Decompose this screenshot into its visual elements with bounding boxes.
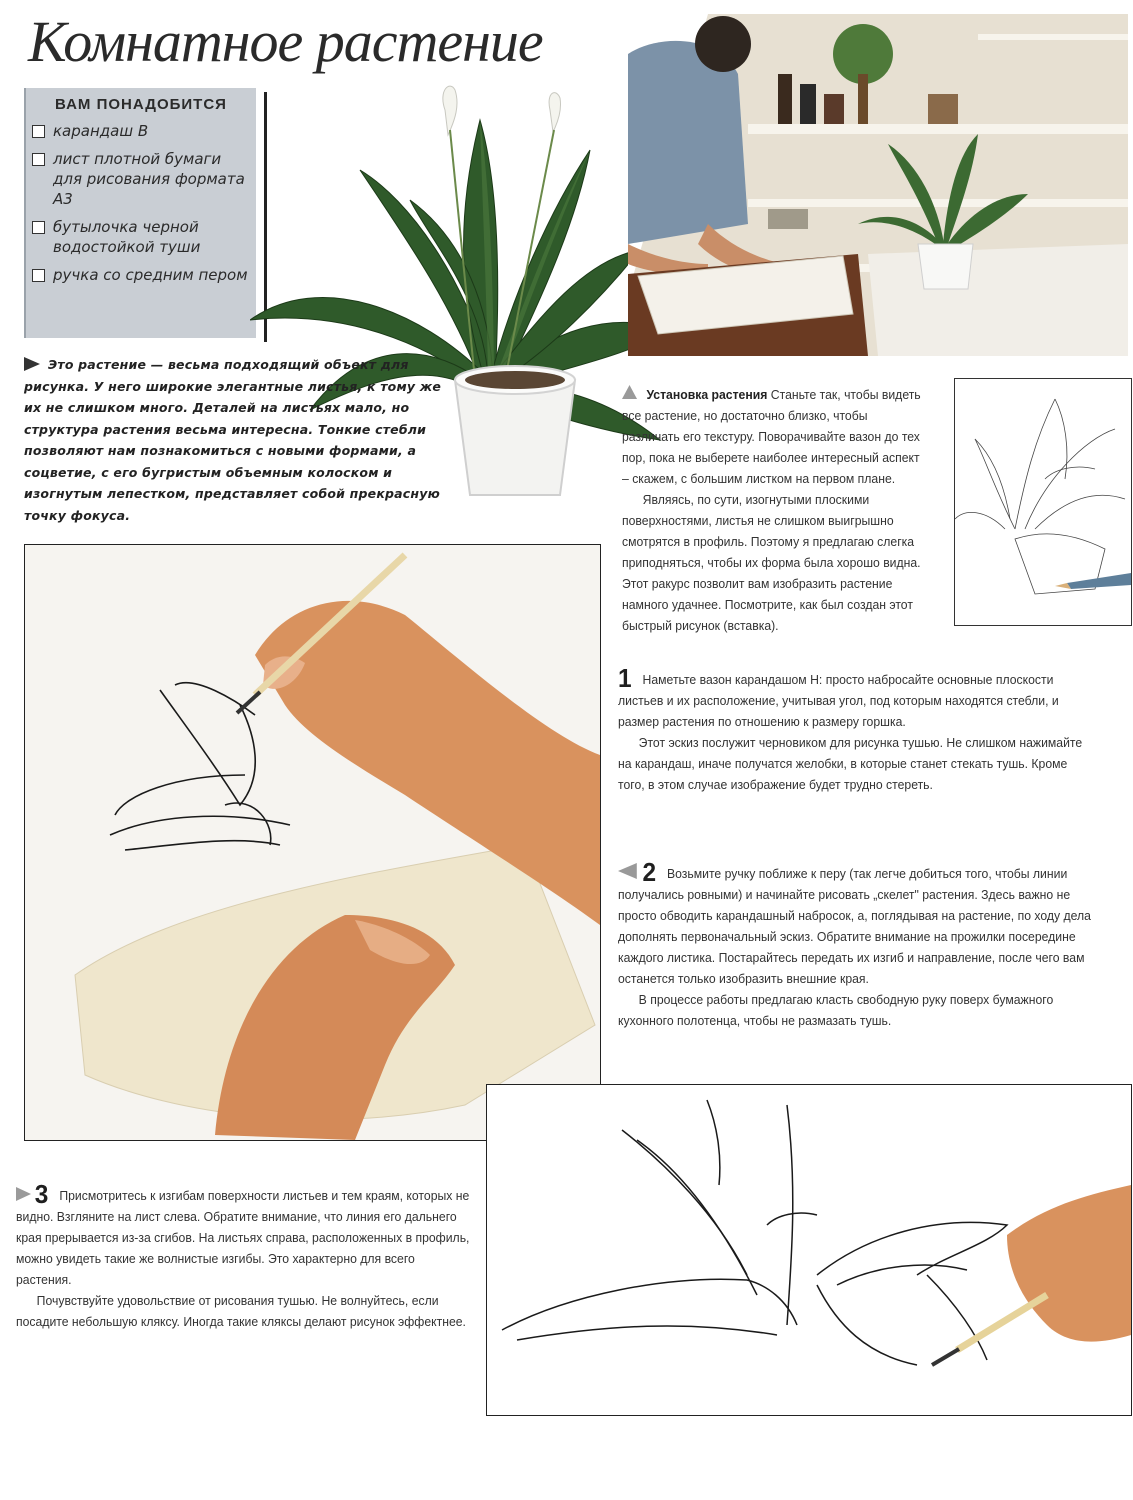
step-number: 1 — [618, 663, 632, 693]
checkbox-icon — [32, 125, 45, 138]
step-3 — [16, 1179, 472, 1332]
materials-item — [26, 263, 256, 291]
sketch-inset — [954, 378, 1132, 626]
materials-item — [26, 147, 256, 215]
step-2 — [618, 857, 1093, 1031]
step-number: 2 — [642, 857, 657, 887]
step-number: 3 — [34, 1179, 49, 1209]
materials-item-text: лист плотной бумаги для рисования формата А3 — [53, 150, 245, 208]
materials-box — [24, 88, 256, 338]
hand-drawing-image — [25, 545, 600, 1140]
step-1 — [618, 663, 1093, 795]
materials-item-text: ручка со средним пером — [53, 266, 248, 284]
materials-heading: ВАМ ПОНАДОБИТСЯ — [55, 96, 227, 113]
arrow-right-icon — [24, 357, 40, 371]
ink-drawing-image — [487, 1085, 1131, 1415]
materials-item — [26, 215, 256, 263]
ink-drawing-photo — [486, 1084, 1132, 1416]
materials-item — [26, 119, 256, 147]
step-1-paragraph-2: Этот эскиз послужит черновиком для рисунка тушью. Не слишком нажимайте на карандаш, иначе получатся желобки, в которые станет стекать тушь. Кроме того, в этом случае изображение будет трудно стереть. — [618, 735, 1083, 792]
studio-photo — [628, 14, 1128, 356]
materials-item-text: карандаш В — [53, 122, 149, 140]
setup-lead: Установка растения — [646, 387, 768, 402]
step-2-paragraph-1: Возьмите ручку поближе к перу (так легче добиться того, чтобы линии получались ровными) и начинайте рисовать „скелет" растения. Здесь важно не просто обводить карандашный набросок, а, поглядывая на растение, по ходу дела дополнять первоначальный эскиз. Обратите внимание на прожилки посередине каждого листика. Постарайтесь передать их изгиб и направление, после чего вам останется только изобразить внешние края. — [618, 866, 1091, 986]
checkbox-icon — [32, 269, 45, 282]
step-1-paragraph-1: Наметьте вазон карандашом Н: просто набросайте основные плоскости листьев и их расположение, учитывая угол, под которым находятся стебли, и размер растения по отношению к размеру горшка. — [618, 672, 1059, 729]
arrow-up-icon — [622, 385, 637, 399]
sketch-inset-image — [955, 379, 1131, 625]
setup-paragraph-1: Станьте так, чтобы видеть все растение, но достаточно близко, чтобы различать его текстуру. Поворачивайте вазон до тех пор, пока не выберете наиболее интересный аспект – скажем, с большим листком на первом плане. — [622, 387, 921, 486]
step-3-paragraph-2: Почувствуйте удовольствие от рисования тушью. Не волнуйтесь, если посадите небольшую кляксу. Иногда такие кляксы делают рисунок эффектнее. — [16, 1293, 466, 1329]
intro-text — [24, 354, 444, 526]
studio-photo-image — [628, 14, 1128, 356]
arrow-right-icon — [16, 1187, 31, 1201]
checkbox-icon — [32, 221, 45, 234]
step-2-paragraph-2: В процессе работы предлагаю класть свободную руку поверх бумажного кухонного полотенца, чтобы не размазать тушь. — [618, 992, 1054, 1028]
checkbox-icon — [32, 153, 45, 166]
hand-drawing-photo — [24, 544, 601, 1141]
setup-paragraph-2: Являясь, по сути, изогнутыми плоскими поверхностями, листья не слишком выигрышно смотрятся в профиль. Поэтому я предлагаю слегка приподняться, чтобы их форма была хорошо видна. Этот ракурс позволит вам изобразить растение намного удачнее. Посмотрите, как был создан этот быстрый рисунок (вставка). — [622, 492, 921, 633]
step-3-paragraph-1: Присмотритесь к изгибам поверхности листьев и тем краям, которых не видно. Взгляните на лист слева. Обратите внимание, что линия его дальнего края прерывается из-за сгибов. На листьях справа, расположенных в профиль, можно увидеть такие же волнистые изгибы. Это характерно для всего растения. — [16, 1188, 470, 1287]
materials-item-text: бутылочка черной водостойкой туши — [53, 218, 201, 256]
page-title: Комнатное растение — [28, 9, 543, 74]
intro-paragraph: Это растение — весьма подходящий объект для рисунка. У него широкие элегантные листья, к тому же их не слишком много. Деталей на листьях мало, но структура растения весьма интересна. Тонкие стебли позволяют нам познакомиться с новыми формами, а соцветие, с его бугристым объемным колоском и изогнутым лепестком, представляет собой прекрасную точку фокуса. — [24, 357, 442, 523]
arrow-left-icon — [618, 863, 637, 879]
setup-section — [622, 384, 928, 636]
